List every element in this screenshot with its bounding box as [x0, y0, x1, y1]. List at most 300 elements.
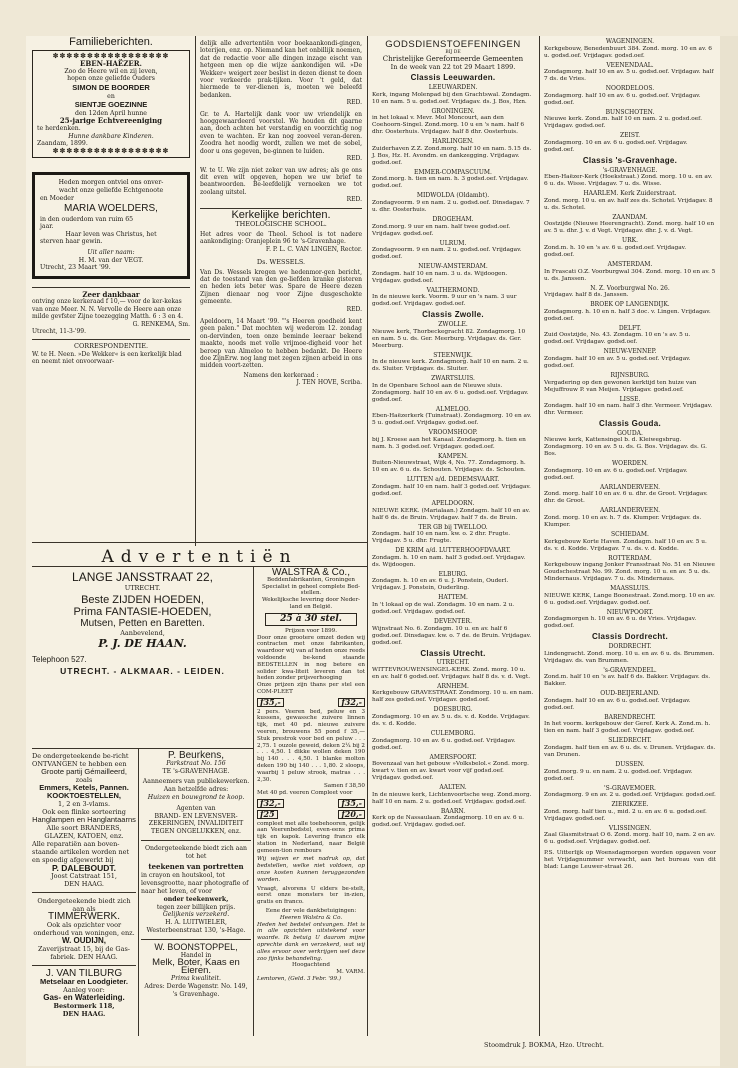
ad-price: f20,-: [338, 810, 365, 819]
ad-line: Onze prijzen zijn thans per stel een COM-PLEET: [257, 682, 365, 695]
service-times: WITTEVROUWENSINGEL-KERK. Zond. morg. 10 u. en av. half 6 godsd.oef. Vrijdagav. half 8 ds. v. d. Vegt.: [372, 666, 531, 680]
column-4: [544, 36, 716, 871]
ad-name: P. J. DE HAAN.: [98, 637, 187, 650]
service-times: In de Openbare School aan de Nieuwe sluis. Zondagmorg. half 10 en av. 6 u. godsd.oef. Vrijdagav. godsd.oef.: [372, 382, 529, 403]
service-times: Zondagm. half 10 en av. 5 u. godsd.oef. Vrijdagav. godsd.oef.: [544, 355, 691, 369]
familie-title: Familieberichten.: [69, 36, 153, 48]
correspondence-text: W. te H. Neen. »De Wekker« is een kerkelijk blad en neemt niet onvoorwaar-: [32, 351, 182, 366]
service-times: Zond. morg. half 10 en av. 6 u. dhr. de Groot. Vrijdagav. dhr. de Groot.: [544, 491, 708, 505]
town-name: VALTHERMOND.: [426, 286, 480, 294]
notice-place: Utrecht, 23 Maart '99.: [40, 264, 111, 272]
town-name: N. Z. Voorburgwal No. 26.: [590, 284, 670, 292]
advert-title: Advertentiën: [101, 547, 298, 567]
ad-line: 2 pers. Veeren bed, peluw en 3 kussens, gewassche zuivere linnen tijk, met 40 pd. nieuwe zuivere veeren, brouwens 55 pond f 35,— Stuk prestrok voor bed en peluw . . . 2,75. 1 ouzole geweid, deken 2¼ bij 2 . . . 4,50. 1 dikke wollen deken 190 bij 140 . . . 4,50. 1 blanke molton deken 190 bij 140 . . . 1,80. 2 sloops, waarbij 1 peluw strook, matras . . . 2,30.: [257, 708, 365, 783]
ad-phone: Telephoon 527.: [32, 655, 87, 664]
ad-line: Groote partij Gémailleerd,: [41, 767, 127, 776]
rule: [141, 840, 251, 841]
ad-headline: TIMMERWERK.: [47, 911, 121, 922]
ad-line: KOOKTOESTELLEN,: [46, 791, 122, 800]
ad-line: Alle reparatiën aan boven-staande artikelen worden net en spoedig afgewerkt bij: [32, 840, 130, 864]
service-times: Zondagmorg. h. 10 en n. half 3 doc. v. Lingen. Vrijdagav. godsd.oef.: [544, 308, 711, 322]
notice-line: Uit aller naam:: [87, 249, 135, 257]
notice-anniversary-text: 25-jarige Echtvereeniging: [59, 116, 163, 126]
ad-line: Aanbevelend,: [120, 629, 165, 637]
ad-name: H. A. LUITWIELER,: [165, 919, 227, 927]
services-title: GODSDIENSTOEFENINGEN: [385, 39, 521, 50]
service-times: bij J. Kroese aan het Kanaal. Zondagmorg. h. tien en nam. h. 3 godsd.oef. Vrijdagav. godsd.oef.: [372, 436, 526, 450]
ad-address: Joost Catstraat 151,: [51, 872, 117, 880]
column-rule: [367, 36, 368, 546]
ad-address: Westerbeenstraat 130, 's-Hage.: [146, 926, 246, 934]
service-times: Kerkgebouw ingang Jonker Fransstraat No. 51 en Nieuwe Goudschestraat No. 99. Zond. morg. 10 u. en av. 5 u. ds. Mindernaus. Vrijdagav. 7 u. ds. Mindernaus.: [544, 562, 715, 583]
town-name: OUD-BEIJERLAND.: [600, 690, 660, 698]
service-times: In de nieuwe kerk. Voorm. 9 uur en 's nam. 3 uur godsd.oef. Vrijdagav. godsd.oef.: [372, 294, 517, 308]
ad-street: LANGE JANSSTRAAT 22,: [72, 570, 213, 584]
ad-line: De ondergeteekende be-richt ONTVANGEN te hebben een: [32, 752, 129, 768]
school-sign: F. P. L. C. VAN LINGEN, Rector.: [265, 245, 362, 253]
ad-line: Door onze grootere omzet deden wij contracten met onze fabrikanten, waardoor wij van af heden onze reeds voldoende be-kend staande BEDSTELLEN in nog betere en solider kwa-liteit leveren dan tot heden zonder prijsverhooging: [257, 634, 365, 682]
editorial-sign: RED.: [346, 155, 362, 163]
notice-line: jaar.: [40, 223, 54, 231]
town-name: ROTTERDAM.: [608, 554, 652, 562]
class-heading: Classis Zwolle.: [422, 310, 484, 320]
town-name: 'S-GRAVEMOER.: [604, 784, 656, 792]
town-name: VEENENDAAL.: [606, 61, 654, 69]
service-times: Zondagmorg. 10 en av. 6 u. godsd.oef. Vrijdagav. godsd.oef.: [544, 139, 688, 153]
service-times: Kerkgebouw GRAVESTRAAT. Zondmorg. 10 u. en nam. half zes godsd.oef. Vrijdagav. godsd.oef.: [372, 690, 534, 704]
ad-sign: M. VARM.: [336, 969, 365, 976]
service-times: Nieuwe kerk. Zond.m. half 10 en nam. 2 u. godsd.oef. Vrijdagav. godsd.oef.: [544, 116, 702, 130]
service-times: Zuid Oostzijde, No. 43. Zondagm. 10 en 's av. 5 u. godsd.oef. Vrijdagav. godsd.oef.: [544, 332, 691, 346]
town-list: [544, 643, 716, 846]
apeldoorn-sign: Namens den kerkeraad :: [243, 371, 319, 379]
ad-price: f32,-: [257, 799, 284, 808]
ad-line: in crayon en houtskool, tot levensgrootte, naar photografie of naar het leven, of voor: [141, 872, 249, 895]
town-name: ZWOLLE.: [438, 320, 468, 328]
town-name: 's-GRAVENHAGE.: [602, 166, 658, 174]
town-name: VLISSINGEN.: [608, 824, 652, 832]
section-rule: [32, 748, 253, 749]
service-times: In 't lokaal op de wal. Zondagm. 10 en nam. 2 u. godsd.oef. Vrijdagav. godsd.oef.: [372, 602, 515, 616]
classes-list: [372, 74, 534, 829]
ad-line: Met 40 pd. veeren Compleet voor: [257, 790, 353, 797]
ad-price: f35,-: [257, 698, 284, 707]
ad-address: DEN HAAG.: [64, 880, 104, 888]
town-name: NOORDELOOS.: [605, 85, 655, 93]
ad-line: Metselaar en Loodgieter.: [40, 977, 128, 986]
notice-line: Heden morgen ontviel ons onver-: [58, 179, 164, 187]
ad-price-row: [257, 810, 365, 819]
town-name: MIDWOLDA (Oldambt).: [416, 192, 490, 200]
newspaper-page: [26, 36, 720, 1066]
thanks-place: Utrecht, 11-3-'99.: [32, 328, 87, 336]
notice-line: en: [107, 92, 115, 100]
column-2: [200, 36, 362, 387]
service-times: In het voorm. kerkgebouw der Geref. Kerk A. Zond.m. h. tien en nam. half 3 godsd.oef. Vrijdagav. godsd.oef.: [544, 721, 711, 735]
notice-sign: H. M. van der VEGT.: [78, 256, 144, 264]
town-name: SLIEDRECHT.: [608, 737, 652, 745]
rule: [200, 208, 362, 209]
town-name: DELFT.: [618, 324, 642, 332]
notice-line: sterven haar gewin.: [40, 238, 103, 246]
notice-name: SIENTJE GOEZINNE: [74, 100, 148, 110]
class-heading: Classis Leeuwarden.: [410, 73, 496, 83]
editorial-sign: RED.: [346, 99, 362, 107]
service-times: Zaal Glasmitstraat O 6. Zond. morg. half 10, nam. 2 en av. 6 u. godsd.oef. Vrijdagav. godsd.oef.: [544, 832, 716, 846]
service-times: Nieuwe kerk, Thorbeckegracht 82. Zondagmorg. 10 en nam. 5 u. ds. Ger. Meerburg. Vrijdagav. ds. Ger. Meerburg.: [372, 328, 526, 349]
ad-line: Agenten van: [176, 804, 216, 812]
ad-walstra: [257, 567, 365, 983]
town-name: DE KRIM a/d. LUTTERHOOFDVAART.: [395, 547, 511, 555]
notice-sign: Hunne dankbare Kinderen.: [68, 132, 154, 140]
town-name: EMMER-COMPASCUUM.: [414, 168, 492, 176]
service-times: Vergadering op den gewonen kerktijd ten huize van Mejuffrouw P. van Meijen. Vrijdagav. godsd.oef.: [544, 379, 697, 393]
service-times: Bovenzaal van het gebouw »Volksbelol.« Zond. morg. kwart v. tien en av. kwart voor vijf godsd.oef. Vrijdagav. godsd.oef.: [372, 761, 529, 782]
town-name: ALMELOO.: [435, 405, 471, 413]
town-name: BUNSCHOTEN.: [605, 108, 655, 116]
ad-de-haan: [32, 570, 253, 676]
town-name: 's-GRAVENDEEL.: [603, 666, 657, 674]
town-name: DROGEHAM.: [432, 215, 474, 223]
town-name: CULEMBORG.: [430, 730, 476, 737]
ad-price-box: 25 à 30 stel.: [265, 613, 357, 626]
service-times: Zondagvoorm. 9 en nam. 2 u. godsd.oef. Dinsdagav. 7 u. dhr. Oosterhuis.: [372, 199, 530, 213]
ad-city: UTRECHT.: [124, 584, 161, 592]
ad-daleboudt: [32, 752, 136, 1018]
rule: [32, 339, 190, 340]
ad-name: P. Beurkens,: [168, 750, 224, 761]
service-times: Zond. morg. 10 en av. h. 7 ds. Klumper. Vrijdagav. ds. Klumper.: [544, 515, 702, 529]
ad-line: Gas- en Waterleiding.: [43, 993, 125, 1002]
town-name: ZEIST.: [619, 132, 641, 140]
ad-line: Handel in: [180, 951, 212, 959]
ad-line: compleet met alle toebehooren, gelijk aan Veerenbedstel, even-eens prima tijk en kapok. Levering franco elk station in Nederland, naar België gemeen-tion rembours: [257, 820, 365, 854]
service-times: Oostzijde (Nieuwe Heerengracht). Zond. morg. half 10 en av. 5 u. dhr. J. v. d Vegt. Vrijdagav. dhr. J. v. d. Vegt.: [544, 221, 715, 235]
ad-price: f32,-: [338, 698, 365, 707]
town-name: GOUDA.: [617, 429, 643, 437]
town-name: URK.: [622, 237, 638, 245]
town-name: LISSE.: [619, 395, 641, 403]
ad-line: Vraagt, alvorens U elders be-stelt, eerst onze monsters ter in-zien, gratis en franco.: [257, 885, 365, 906]
town-list: [544, 430, 716, 631]
column-rule: [195, 36, 196, 546]
ad-headline: teekenen van portretten: [148, 861, 244, 871]
deceased-name: MARIA WOELDERS,: [64, 203, 158, 215]
service-times: Zond.morg. 9 uur en nam. half twee godsd.oef. Vrijdagav. godsd.oef.: [372, 223, 511, 237]
service-times: NIEUWE KERK. (Marialaan.) Zondagm. half 10 en av. half 6 ds. de Bruin. Vrijdagav. half 7 ds. de Bruin.: [372, 507, 531, 521]
town-name: HAARLEM. Kerk Zuiderstraat.: [583, 190, 677, 198]
service-times: In Frascati O.Z. Voorburgwal 304. Zond. morg. 10 en av. 5 u. ds. Janssen.: [544, 268, 716, 282]
notice-line: den 12den April hunne: [75, 109, 147, 117]
apeldoorn-text: Apeldoorn, 14 Maart '99. "'s Heeren goedheid kent geen palen." Dat mochten wij wederom 12. zondag on-dervinden, toen onze beminde leeraar bekend maakte, noods met volle vrijmoe-digheid voor het beroep van Almeloo te hebben bedankt. De Heere doe ZijnErw. nog lang met zegen zijnen arbeid in ons midden voort-zetten.: [200, 317, 362, 370]
thanks-sign: G. RENKEMA, Sm.: [132, 320, 190, 328]
town-name: KAMPEN.: [438, 452, 468, 460]
town-name: AMSTERDAM.: [607, 260, 653, 268]
ad-cities: UTRECHT. - ALKMAAR. - LEIDEN.: [60, 666, 225, 676]
class-heading: Classis 's-Gravenhage.: [582, 155, 678, 165]
postscript: P.S. Uitterlijk op Woensdagmorgen worden opgaven voor het Vrijdagnummer verwacht, aan het bureau van dit blad: Lange Leuwer-straat 26.: [544, 850, 716, 871]
notice-line: wacht onze geliefde Echtgenoote: [58, 186, 164, 194]
service-times: Zondagmorgen h. 10 en av. 6 u. de Vries. Vrijdagav. godsd.oef.: [544, 616, 697, 630]
service-times: Kerkgebouw, Benedenbuurt 384. Zond. morg. 10 en av. 6 u. godsd.oef. Vrijdagav. godsd.oef.: [544, 45, 712, 59]
service-times: Lindengracht. Zond. morg. 10 u. en av. 6 u. ds. Brummen. Vrijdagav. ds. van Brummen.: [544, 650, 715, 664]
column-rule: [253, 566, 254, 1036]
editorial-text: W. te U. We zijn niet zeker van uw adres; als ge ons dit even wilt opgeven, hopen we uw brief te beantwoorden. Be-leefdelijk vernoeken we tot zoolang uitstel.: [200, 166, 362, 196]
town-name: AMERSFOORT.: [429, 753, 477, 761]
ad-line: Wij wijzen er met nadruk op, dat bedstellen, welke niet voldoen, op onze kosten kunnen teruggezonden worden.: [257, 856, 365, 883]
editorial-text: Gr. te A. Hartelijk dank voor uw vriendelijk en hooggewaardeerd voorstel. We houden dit gaarne aan, doch achten het verstandig en voorzichtig nog even te wachten. Er kan nog zooveel veran-deren. Zoodra het noodig wordt, zullen we met de sobel, door u ons gegeven, be-ginnen te luiden.: [200, 110, 362, 155]
town-name: HARLINGEN.: [432, 138, 474, 146]
service-times: Nieuwe kerk, Kattensingel b. d. Kleiwegsbrug. Zondagmorg. 10 en av. 5 u. ds. G. Bos. Vrijdagav. ds. G. Bos.: [544, 437, 707, 458]
editorial-sign: RED.: [346, 305, 362, 313]
service-times: Zond. morg. 10 u. en av. half zes ds. Schotel. Vrijdagav. 8 u. ds. Schotel.: [544, 197, 713, 211]
ad-name: J. VAN TILBURG: [45, 968, 123, 979]
service-times: Zondagm. h. 10 en av. 6 u. J. Ponstein, Ouderl. Vrijdagav. J. Ponstein, Ouderling.: [372, 578, 509, 592]
ad-line: Prijzen voor 1899.: [285, 627, 337, 634]
ad-price: f35,-: [338, 799, 365, 808]
town-name: DEVENTER.: [434, 618, 472, 626]
ad-line: Beddenfabrikanten, Groningen: [267, 576, 355, 583]
services-subtitle: Christelijke Gereformeerde Gemeenten: [382, 55, 524, 64]
ad-line: 1, 2 en 3-vlams.: [57, 800, 111, 808]
ad-line: Samen f 38,50: [323, 783, 365, 790]
service-times: Zondagmorg. half 10 en av. 6 u. godsd.oef. Vrijdagav. godsd.oef.: [544, 92, 701, 106]
thanks-text: ontving onze kerkeraad f 10,— voor de ker-kekas van onze Meer. N. N. Vervolle de Heere aan onze milde gevfster Zijne toezegging Matth. 6 : 3 en 4.: [32, 298, 184, 321]
notice-line: Zoo de Heere wil en zij leven,: [64, 67, 158, 75]
service-times: Zond.m. h. 10 en 's av. 6 u. godsd.oef. Vrijdagav. godsd.oef.: [544, 244, 687, 258]
thanks-title: Zeer dankbaar: [82, 289, 140, 299]
ad-address: Zaverijstraat 15, bij de Gas-fabriek. DEN HAAG.: [38, 945, 130, 961]
ad-price-row: [257, 799, 365, 808]
service-times: Zondagm. half 10 en av. 6 u. godsd.oef. Vrijdagav. godsd.oef.: [544, 697, 691, 711]
column-rule: [138, 748, 139, 1036]
service-times: Zondagmorg. 10 en av. 6 u. godsd.oef. Vrijdagav. godsd.oef.: [372, 737, 516, 751]
service-times: NIEUWE KERK, Lange Boonestraat. Zond.morg. 10 en av. 6 u. godsd.oef. Vrijdagav. godsd.oef.: [544, 592, 715, 606]
notice-line: en Moeder: [40, 194, 74, 202]
column-1: [32, 36, 190, 366]
ad-line: onder teekenwerk,: [163, 895, 229, 903]
rule: [32, 965, 136, 966]
town-name: ULRUM.: [439, 239, 467, 247]
service-times: Zond. morg. half tien u., mid. 2 u. en av. 6 u. godsd.oef. Vrijdagav. godsd.oef.: [544, 808, 707, 822]
ad-line: Ook als opzichter voor onderhoud van woningen, enz.: [33, 921, 135, 937]
service-times: Eben-Haëzerkerk (Tuinstraat). Zondagmorg. 10 en av. 5 u. godsd.oef. Vrijdagav. godsd.oef.: [372, 413, 532, 427]
ornament-border: ✽✽✽✽✽✽✽✽✽✽✽✽✽✽✽✽✽: [52, 51, 170, 60]
town-name: WOERDEN.: [612, 460, 648, 468]
service-times: Zondagmorg. 10 en av. 6 u. godsd.oef. Vrijdagav. godsd.oef.: [544, 467, 688, 481]
school-title: THEOLOGISCHE SCHOOL.: [235, 220, 327, 229]
ad-line: Aanneemers van publiekewerken.: [142, 778, 250, 786]
notice-line: te herdenken.: [37, 124, 81, 132]
ad-name: W. OUDIJN,: [61, 936, 106, 945]
ad-line: tegen zeer billijken prijs.: [156, 903, 236, 911]
ad-address: Adres: Derde Wagenstr. No. 149, 's Gravenhage.: [144, 982, 248, 998]
editorial-sign: RED.: [346, 196, 362, 204]
service-times: Zondagm. half 10 en nam. half 3 dhr. Vermeer. Vrijdagav. dhr. Vermeer.: [544, 403, 713, 417]
service-times: Zondagm. half 10 en nam. 3 u. ds. Wijdoogen. Vrijdagav. godsd.oef.: [372, 270, 508, 284]
ad-city: TE 's-GRAVENHAGE.: [162, 767, 230, 775]
service-times: Zondagvoorm. 9 en nam. 2 u. godsd.oef. Vrijdagav. godsd.oef.: [372, 247, 522, 261]
town-name: ELBURG.: [438, 570, 468, 578]
correspondence-title: CORRESPONDENTIE.: [73, 342, 149, 351]
ad-line: Ook een flinke sorteering: [42, 808, 126, 816]
column-3: [372, 36, 534, 829]
class-heading: Classis Dordrecht.: [591, 632, 669, 642]
town-name: DOESBURG.: [433, 706, 473, 714]
town-name: NIEUWPOORT.: [606, 608, 654, 616]
town-name: APELDOORN.: [431, 500, 475, 508]
ad-line: Heden het bedstel ontvangen. Het is in alle opzichten uitstekend voor waarde. Ik betuig U daarom mijne oprechte dank en verzekerd, wat wij alles ervoor over verkrijgen wel deze zoo fijnks behandeling.: [257, 921, 365, 962]
notice-anniversary: [32, 50, 190, 159]
class-heading: Classis Gouda.: [599, 419, 661, 429]
ad-line: Eene der vele dankbetuigingen:: [265, 908, 357, 915]
service-times: Zond.morg. h. tien en nam. h. 3 godsd.oef. Vrijdagav. godsd.oef.: [372, 176, 529, 190]
ad-address: Parkstraat No. 156: [166, 759, 226, 767]
town-name: TER GB bij TWELLOO.: [418, 523, 488, 531]
service-times: Wijnstraat No. 6. Zondagm. 10 u. en av. half 6 godsd.oef. Dinsdagav. kw. o. 7 de. de Bruin. Vrijdagav. godsd.oef.: [372, 625, 532, 646]
ad-line: Alle soort BRANDERS, GLAZEN, KATOEN, enz.: [44, 824, 124, 840]
service-times: Zond.m. half 10 en 's av. half 6 ds. Bakker. Vrijdagav. ds. Bakker.: [544, 674, 711, 688]
ad-beurkens: [141, 752, 251, 998]
service-times: Zondagm. half 10 en nam. kw. o. 2 dhr. Frugte. Vrijdagav. 5 u. dhr. Frugte.: [372, 531, 511, 545]
town-name: NIEUW-AMSTERDAM.: [418, 263, 488, 271]
ad-line: Ondergeteekende biedt zich aan tot het: [144, 844, 248, 860]
town-name: AARLANDERVEEN.: [599, 507, 661, 515]
apeldoorn-sign: J. TEN HOVE, Scriba.: [296, 379, 362, 387]
ad-price-row: [257, 698, 365, 707]
service-times: Zondagmorg. 9 en av. 2 u. godsd.oef. Vrijdagav. godsd.oef.: [544, 792, 716, 799]
town-name: AARLANDERVEEN.: [599, 483, 661, 491]
town-name: WAGENINGEN.: [605, 38, 655, 45]
ad-line: Hoogachtend: [291, 962, 330, 969]
town-name: GRONINGEN.: [431, 107, 475, 115]
ad-line: Huizen en bouwgrond te koop.: [147, 793, 245, 801]
editorial-text: delijk alle advertentiën voor boekaankondi-gingen, loterijen, enz. op. Niemand kan het onbillijk noemen, dat de redactie voor alle dingen inzage eischt van hetgeen men op die wijze aankondigen wil. »De Wekker« weigert zeer beslist in dezen dienst te doen voor verkeerde prak-tijken. Voor 't geld, dat hiermede te ver-dienen is, moeten we beleefd bedanken.: [200, 40, 362, 99]
service-times: Zond.morg. 9 u. en nam. 2 u. godsd.oef. Vrijdagav. godsd.oef.: [544, 768, 693, 782]
town-name: STEENWIJK.: [433, 351, 473, 359]
printer-footer: Stoomdruk J. BOKMA, Hzo. Utrecht.: [484, 1041, 604, 1049]
service-times: Kerk, ingang Molenpad bij den Grachtswal. Zondagm. 10 en nam. 5 u. godsd.oef. Vrijdagav. ds. J. Bos, Hzn.: [372, 91, 532, 105]
school-text: Het adres voor de Theol. School is tot nadere aankondiging: Oranjeplein 96 te 's-Gravenhage.: [200, 230, 362, 246]
ad-line: Aanleg voor:: [63, 986, 105, 994]
service-times: Zondagmorg. 10 en av. 5 u. ds. v. d. Kodde. Vrijdagav. ds. v. d. Kodde.: [372, 714, 530, 727]
wessels-title: Ds. WESSELS.: [256, 257, 306, 266]
ad-line: Wekelijksche levering door Neder-land en België.: [261, 597, 361, 610]
ad-name: P. DALEBOUDT.: [51, 863, 117, 873]
ad-line: Emmers, Ketels, Pannen.: [39, 783, 129, 792]
rule: [32, 287, 190, 288]
notice-line: hopen onze geliefde Ouders: [67, 75, 155, 83]
town-name: BARENDRECHT.: [604, 713, 656, 721]
ad-address: Bestormerk 118,: [53, 1002, 115, 1010]
church-news-title: Kerkelijke berichten.: [231, 208, 331, 221]
town-name: LEEUWARDEN.: [428, 83, 478, 91]
rule: [32, 892, 136, 893]
service-times: Kerkgebouw Korte Haven. Zondagm. half 10 en av. 5 u. ds. v. d. Kodde. Vrijdagav. 7 u. ds. v. d. Kodde.: [544, 538, 707, 552]
town-name: BAARN.: [440, 807, 466, 815]
town-name: MAASSLUIS.: [610, 585, 650, 593]
column-rule: [367, 546, 368, 1036]
service-times: Zondagmorg. half 10 en av. 5 u. godsd.oef. Vrijdagav. half 7 ds. de Vries.: [544, 69, 714, 83]
service-times: Eben-Haëzer-Kerk (Hoekstraat.) Zond. morg. 10 u. en av. 6 u. ds. Wisse. Vrijdagav. 7 u. ds. Wisse.: [544, 174, 713, 188]
ornament-border: ✽✽✽✽✽✽✽✽✽✽✽✽✽✽✽✽✽: [52, 146, 170, 155]
next-page-edge: [720, 36, 738, 1068]
town-name: DUSSEN.: [615, 761, 645, 768]
service-times: Zondagm. half 10 en nam. half 3 godsd.oef. Vrijdagav. godsd.oef.: [372, 484, 531, 498]
notice-death: [32, 172, 190, 279]
ad-line: Specialist in geheel complete Bed-stellen.: [261, 583, 361, 597]
ad-line: Prima kwaliteit.: [171, 974, 221, 982]
service-times: Vrijdagav. half 8 ds. Janssen.: [544, 292, 629, 299]
notice-heading: EBEN-HAËZER.: [80, 59, 142, 69]
service-times: Zuiderhaven Z.Z. Zond.morg. half 10 en nam. 5.15 ds. J. Bos, Hz. H. Avondm. en dankzegging. Vrijdagav. godsd.oef.: [372, 145, 532, 166]
ad-name: WALSTRA & Co.,: [272, 567, 350, 578]
ad-line: Ondergeteekende biedt zich aan als: [37, 897, 131, 913]
service-times: in het lokaal v. Mevr. Mol Moncourt, aan den Coehoorn-Singel. Zond.morg. 10 u en 's nam. half 6 dhr. Oosterhuis. Vrijdagav. half 8 dhr. Oosterhuis.: [372, 115, 525, 136]
service-times: Zondagm. h. 10 en nam. half 3 godsd.oef. Vrijdagav. ds. Wijdoogen.: [372, 554, 526, 568]
service-times: Kerk op de Nassaulaan. Zondagmorg. 10 en av. 6 u. godsd.oef. Vrijdagav. godsd.oef.: [372, 815, 524, 829]
town-list: [544, 38, 716, 154]
column-rule: [539, 36, 540, 1036]
ad-address: DEN HAAG.: [62, 1010, 106, 1018]
town-name: ARNHEM.: [437, 682, 469, 690]
town-list: [544, 167, 716, 418]
ad-line: Aan hetzelfde adres:: [163, 786, 229, 794]
ad-line: Hanglampen en Hanglantaarns: [32, 815, 136, 824]
town-name: VROOMSHOOP.: [428, 429, 478, 437]
service-times: In de nieuwe kerk. Zondagmorg. half 10 en nam. 2 u. ds. Sluiter. Vrijdagav. ds. Sluiter.: [372, 359, 529, 373]
town-name: SCHIEDAM.: [611, 531, 649, 539]
section-rule: [32, 542, 367, 543]
wessels-text: Van Ds. Wessels kregen we hedenmor-gen bericht, dat de toestand van den ge-liefden kranke gisteren en heden iets beter was. Spare de Heere dezen Zijnen dienaar nog voor Zijne dusgeschokte gemeente.: [200, 268, 362, 306]
ad-name: W. BOONSTOPPEL,: [154, 941, 238, 952]
services-subtitle: BIJ DE: [445, 49, 461, 55]
town-name: AALTEN.: [439, 784, 467, 792]
service-times: In de nieuwe kerk, Lichtenvoortsche weg. Zond.morg. half 10 en nam. 2 u. godsd.oef. Vrijdagav. godsd.oef.: [372, 791, 532, 805]
town-name: ZIERIKZEE.: [611, 801, 649, 809]
ad-line: Gelijkenis verzekerd.: [162, 911, 230, 919]
ad-line: Eieren.: [180, 965, 212, 977]
ad-line: Heeren Walstra & Co.: [279, 914, 343, 921]
ad-line: Beste ZIJDEN HOEDEN,: [81, 594, 204, 606]
ad-place: Lemtoren, (Geld. 3 Febr. '99.): [257, 976, 342, 983]
ad-line: Mutsen, Petten en Baretten.: [80, 618, 205, 629]
town-name: NIEUW-VENNEP.: [603, 348, 657, 356]
town-name: ZWARTSLUIS.: [431, 375, 475, 383]
town-name: ZAANDAM.: [612, 213, 648, 221]
notice-line: in den ouderdom van ruim 65: [40, 215, 134, 223]
rule: [141, 939, 251, 940]
notice-place: Zaandam, 1899.: [37, 140, 88, 148]
ad-line: Melk, Boter, Kaas en: [152, 957, 240, 969]
town-name: LUTTEN a/d. DEDEMSVAART.: [406, 476, 500, 484]
services-week: In de week van 22 tot 29 Maart 1899.: [390, 62, 516, 71]
town-name: HATTEM.: [438, 594, 468, 602]
ad-line: Prima FANTASIE-HOEDEN,: [73, 606, 212, 618]
notice-line: Haar leven was Christus, het: [65, 230, 157, 238]
ad-price: f25: [257, 810, 278, 819]
town-name: UTRECHT.: [436, 659, 470, 667]
town-name: BROEK OP LANGENDIJK.: [590, 301, 670, 309]
town-name: RIJNSBURG.: [610, 371, 650, 379]
class-heading: Classis Utrecht.: [420, 648, 486, 658]
ad-line: zoals: [75, 776, 93, 784]
town-name: DORDRECHT.: [608, 643, 652, 651]
notice-name: SIMON DE BOORDER: [72, 82, 150, 92]
ad-line: BRAND- EN LEVENSVER-ZEKERINGEN, INVALIDITEIT TEGEN ONGELUKKEN, enz.: [148, 812, 244, 836]
service-times: Buiten-Nieuwstraat, Wijk 4, No. 77. Zondagmorg. h. 10 en av. 6 u. ds. Schouten. Vrijdagav. ds. Schouten.: [372, 460, 526, 474]
service-times: Zondagm. half tien en av. 6 u. ds. v. Drunen. Vrijdagav. ds. van Drunen.: [544, 745, 716, 758]
